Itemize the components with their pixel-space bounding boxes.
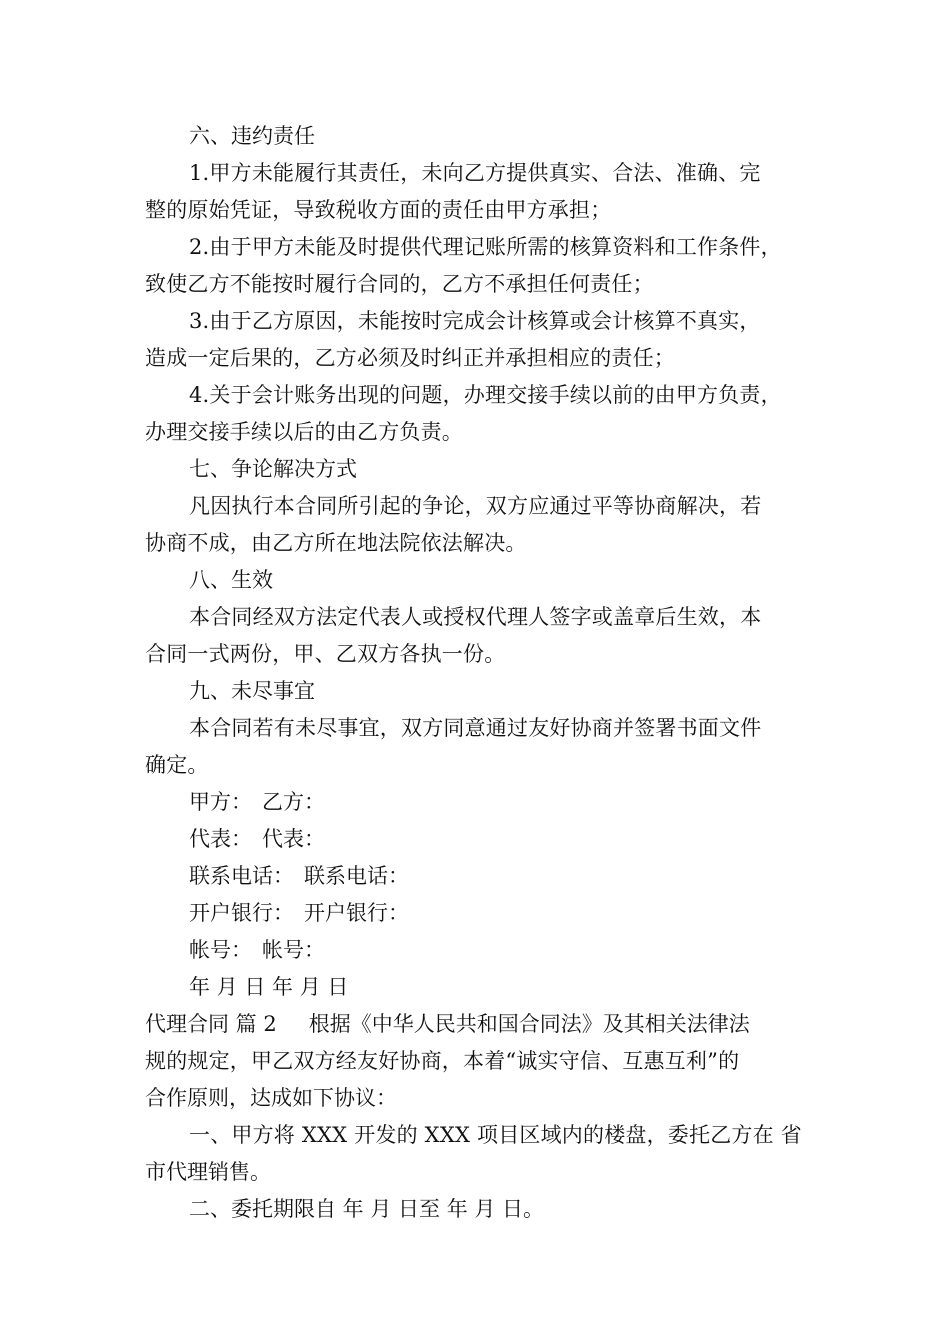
paragraph-line: 市代理销售。 xyxy=(145,1160,271,1184)
document-body xyxy=(145,118,815,1228)
paragraph-line: 一、甲方将 XXX 开发的 XXX 项目区域内的楼盘，委托乙方在 省 xyxy=(189,1123,802,1147)
paragraph-line: 整的原始凭证，导致税收方面的责任由甲方承担； xyxy=(145,198,612,222)
signature-rep-line xyxy=(145,821,815,858)
paragraph-line: 3.由于乙方原因，未能按时完成会计核算或会计核算不真实， xyxy=(189,309,761,333)
paragraph-line: 办理交接手续以后的由乙方负责。 xyxy=(145,420,463,444)
paragraph-line: 协商不成，由乙方所在地法院依法解决。 xyxy=(145,531,527,555)
signature-phone-b: 联系电话： xyxy=(304,864,409,888)
paragraph-line: 合作原则，达成如下协议： xyxy=(145,1086,397,1110)
signature-account-line xyxy=(145,932,815,969)
section-heading-breach: 六、违约责任 xyxy=(189,124,315,148)
paragraph-line: 致使乙方不能按时履行合同的，乙方不承担任何责任； xyxy=(145,272,654,296)
signature-phone-line xyxy=(145,858,815,895)
signature-date-line: 年 月 日 年 月 日 xyxy=(189,975,349,999)
paragraph-line: 规的规定，甲乙双方经友好协商，本着“诚实守信、互惠互利”的 xyxy=(145,1049,740,1073)
section-heading-dispute: 七、争论解决方式 xyxy=(189,457,357,481)
signature-bank-line xyxy=(145,895,815,932)
paragraph-line: 4.关于会计账务出现的问题，办理交接手续以前的由甲方负责， xyxy=(189,383,782,407)
paragraph-line: 本合同经双方法定代表人或授权代理人签字或盖章后生效，本 xyxy=(189,605,762,629)
paragraph-line: 二、委托期限自 年 月 日至 年 月 日。 xyxy=(189,1197,545,1221)
paragraph-line: 凡因执行本合同所引起的争论，双方应通过平等协商解决，若 xyxy=(189,494,762,518)
section-heading-misc: 九、未尽事宜 xyxy=(189,679,315,703)
contract-2-intro-start: 根据《中华人民共和国合同法》及其相关法律法 xyxy=(308,1012,750,1036)
signature-party-b: 乙方： xyxy=(262,790,325,814)
paragraph-line: 2.由于甲方未能及时提供代理记账所需的核算资料和工作条件， xyxy=(189,235,782,259)
paragraph-line: 确定。 xyxy=(145,753,209,777)
signature-bank-a: 开户银行： xyxy=(189,901,294,925)
signature-rep-a: 代表： xyxy=(189,827,252,851)
paragraph-line: 造成一定后果的，乙方必须及时纠正并承担相应的责任； xyxy=(145,346,675,370)
paragraph-line: 合同一式两份，甲、乙双方各执一份。 xyxy=(145,642,506,666)
signature-bank-b: 开户银行： xyxy=(304,901,409,925)
section-heading-effect: 八、生效 xyxy=(189,568,273,592)
signature-party-line xyxy=(145,784,815,821)
signature-account-b: 帐号： xyxy=(262,938,325,962)
signature-phone-a: 联系电话： xyxy=(189,864,294,888)
signature-party-a: 甲方： xyxy=(189,790,252,814)
signature-rep-b: 代表： xyxy=(262,827,325,851)
paragraph-line: 1.甲方未能履行其责任，未向乙方提供真实、合法、准确、完 xyxy=(189,161,761,185)
contract-2-title: 代理合同 篇 2 xyxy=(145,1012,277,1036)
contract-2-intro-line xyxy=(145,1006,815,1043)
paragraph-line: 本合同若有未尽事宜，双方同意通过友好协商并签署书面文件 xyxy=(189,716,762,740)
signature-account-a: 帐号： xyxy=(189,938,252,962)
